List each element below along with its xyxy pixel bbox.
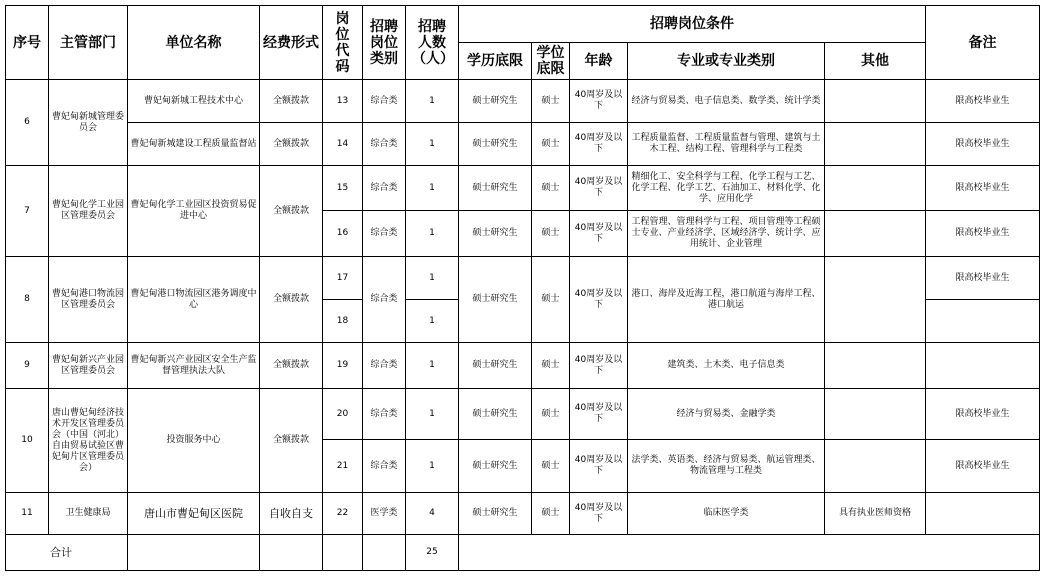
- cell-remark: [926, 343, 1040, 389]
- cell-degree: 硕士: [532, 493, 570, 535]
- header-major: 专业或专业类别: [628, 43, 825, 80]
- cell-remark: [926, 300, 1040, 343]
- cell-major: 精细化工、安全科学与工程、化学工程与工艺、化学工程、化学工艺、石油加工、材料化学、化学、应用化学: [628, 166, 825, 211]
- cell-education: 硕士研究生: [459, 123, 532, 166]
- cell-major: 工程管理、管理科学与工程、项目管理等工程硕士专业、产业经济学、区域经济学、统计学、应用统计、企业管理: [628, 211, 825, 257]
- cell-age: 40周岁及以下: [570, 440, 628, 493]
- cell-count: 1: [406, 211, 459, 257]
- cell-education: 硕士研究生: [459, 80, 532, 123]
- cell-unit: 曹妃甸化学工业园区投资贸易促进中心: [128, 166, 260, 257]
- cell-count: 1: [406, 343, 459, 389]
- cell-unit: 曹妃甸新城建设工程质量监督站: [128, 123, 260, 166]
- cell-major: 经济与贸易类、电子信息类、数学类、统计学类: [628, 80, 825, 123]
- cell-category: 综合类: [363, 166, 406, 211]
- cell-count: 1: [406, 440, 459, 493]
- cell-seq: 11: [6, 493, 49, 535]
- cell-remark: [926, 493, 1040, 535]
- cell-other: 具有执业医师资格: [825, 493, 926, 535]
- cell-other: [825, 123, 926, 166]
- header-fund: 经费形式: [260, 6, 323, 80]
- cell-dept: 曹妃甸化学工业园区管理委员会: [49, 166, 128, 257]
- cell-count: 1: [406, 80, 459, 123]
- cell-code: 13: [323, 80, 363, 123]
- cell-unit: 曹妃甸港口物流园区港务调度中心: [128, 257, 260, 343]
- cell-degree: 硕士: [532, 123, 570, 166]
- cell-remark: 限高校毕业生: [926, 389, 1040, 440]
- cell-code: 15: [323, 166, 363, 211]
- total-empty-cell: [128, 535, 260, 571]
- cell-degree: 硕士: [532, 257, 570, 343]
- cell-other: [825, 166, 926, 211]
- cell-major: 港口、海岸及近海工程，港口航道与海岸工程、港口航运: [628, 257, 825, 343]
- cell-remark: 限高校毕业生: [926, 80, 1040, 123]
- cell-education: 硕士研究生: [459, 440, 532, 493]
- cell-code: 17: [323, 257, 363, 300]
- cell-count: 1: [406, 166, 459, 211]
- total-row: [6, 535, 1040, 571]
- header-conditions: 招聘岗位条件: [459, 6, 926, 43]
- total-empty-cell: [323, 535, 363, 571]
- cell-education: 硕士研究生: [459, 389, 532, 440]
- cell-age: 40周岁及以下: [570, 493, 628, 535]
- header-degree: 学位底限: [532, 43, 570, 80]
- cell-fund: 全额拨款: [260, 389, 323, 493]
- cell-seq: 6: [6, 80, 49, 166]
- header-row-1: [6, 6, 1040, 43]
- cell-unit: 唐山市曹妃甸区医院: [128, 493, 260, 535]
- table-row: [6, 389, 1040, 440]
- cell-seq: 7: [6, 166, 49, 257]
- total-count: 25: [406, 535, 459, 571]
- table-row: [6, 493, 1040, 535]
- cell-degree: 硕士: [532, 80, 570, 123]
- cell-unit: 曹妃甸新城工程技术中心: [128, 80, 260, 123]
- cell-code: 19: [323, 343, 363, 389]
- cell-degree: 硕士: [532, 440, 570, 493]
- cell-seq: 10: [6, 389, 49, 493]
- header-count: 招聘人数（人）: [406, 6, 459, 80]
- cell-dept: 卫生健康局: [49, 493, 128, 535]
- cell-other: [825, 389, 926, 440]
- header-education: 学历底限: [459, 43, 532, 80]
- header-unit: 单位名称: [128, 6, 260, 80]
- total-label: 合计: [6, 535, 128, 571]
- cell-education: 硕士研究生: [459, 343, 532, 389]
- cell-age: 40周岁及以下: [570, 80, 628, 123]
- cell-major: 建筑类、土木类、电子信息类: [628, 343, 825, 389]
- cell-fund: 全额拨款: [260, 123, 323, 166]
- header-category: 招聘岗位类别: [363, 6, 406, 80]
- cell-fund: 全额拨款: [260, 343, 323, 389]
- header-other: 其他: [825, 43, 926, 80]
- cell-other: [825, 80, 926, 123]
- cell-count: 4: [406, 493, 459, 535]
- cell-other: [825, 440, 926, 493]
- cell-category: 综合类: [363, 211, 406, 257]
- cell-code: 16: [323, 211, 363, 257]
- cell-degree: 硕士: [532, 166, 570, 211]
- cell-age: 40周岁及以下: [570, 343, 628, 389]
- cell-count: 1: [406, 123, 459, 166]
- cell-other: [825, 211, 926, 257]
- cell-category: 综合类: [363, 123, 406, 166]
- cell-dept: 曹妃甸港口物流园区管理委员会: [49, 257, 128, 343]
- header-code: 岗位代码: [323, 6, 363, 80]
- cell-dept: 曹妃甸新城管理委员会: [49, 80, 128, 166]
- cell-remark: 限高校毕业生: [926, 123, 1040, 166]
- cell-code: 22: [323, 493, 363, 535]
- cell-count: 1: [406, 300, 459, 343]
- cell-age: 40周岁及以下: [570, 211, 628, 257]
- cell-category: 综合类: [363, 343, 406, 389]
- cell-education: 硕士研究生: [459, 493, 532, 535]
- total-empty-cell: [459, 535, 1040, 571]
- total-empty-cell: [260, 535, 323, 571]
- cell-category: 医学类: [363, 493, 406, 535]
- cell-fund: 全额拨款: [260, 257, 323, 343]
- cell-fund: 自收自支: [260, 493, 323, 535]
- cell-unit: 曹妃甸新兴产业园区安全生产监督管理执法大队: [128, 343, 260, 389]
- cell-degree: 硕士: [532, 389, 570, 440]
- cell-seq: 9: [6, 343, 49, 389]
- cell-fund: 全额拨款: [260, 80, 323, 123]
- table-row: [6, 123, 1040, 166]
- cell-dept: 曹妃甸新兴产业园区管理委员会: [49, 343, 128, 389]
- cell-code: 14: [323, 123, 363, 166]
- cell-count: 1: [406, 389, 459, 440]
- table-row: [6, 343, 1040, 389]
- cell-remark: 限高校毕业生: [926, 166, 1040, 211]
- cell-remark: 限高校毕业生: [926, 257, 1040, 300]
- cell-category: 综合类: [363, 80, 406, 123]
- cell-education: 硕士研究生: [459, 257, 532, 343]
- cell-fund: 全额拨款: [260, 166, 323, 257]
- cell-other: [825, 257, 926, 343]
- recruitment-table: [5, 5, 1040, 571]
- cell-count: 1: [406, 257, 459, 300]
- total-empty-cell: [363, 535, 406, 571]
- table-row: [6, 80, 1040, 123]
- header-age: 年龄: [570, 43, 628, 80]
- cell-major: 法学类、英语类、经济与贸易类、航运管理类、物流管理与工程类: [628, 440, 825, 493]
- header-dept: 主管部门: [49, 6, 128, 80]
- cell-remark: 限高校毕业生: [926, 440, 1040, 493]
- cell-major: 临床医学类: [628, 493, 825, 535]
- cell-category: 综合类: [363, 440, 406, 493]
- cell-age: 40周岁及以下: [570, 123, 628, 166]
- table-row: [6, 257, 1040, 300]
- table-row: [6, 166, 1040, 211]
- cell-education: 硕士研究生: [459, 166, 532, 211]
- cell-dept: 唐山曹妃甸经济技术开发区管理委员会（中国（河北）自由贸易试验区曹妃甸片区管理委员会）: [49, 389, 128, 493]
- cell-age: 40周岁及以下: [570, 257, 628, 343]
- cell-other: [825, 343, 926, 389]
- cell-unit: 投资服务中心: [128, 389, 260, 493]
- cell-category: 综合类: [363, 257, 406, 343]
- cell-age: 40周岁及以下: [570, 389, 628, 440]
- cell-major: 经济与贸易类、金融学类: [628, 389, 825, 440]
- cell-code: 21: [323, 440, 363, 493]
- header-seq: 序号: [6, 6, 49, 80]
- cell-degree: 硕士: [532, 343, 570, 389]
- cell-remark: 限高校毕业生: [926, 211, 1040, 257]
- cell-degree: 硕士: [532, 211, 570, 257]
- cell-code: 18: [323, 300, 363, 343]
- header-remark: 备注: [926, 6, 1040, 80]
- cell-code: 20: [323, 389, 363, 440]
- cell-seq: 8: [6, 257, 49, 343]
- cell-category: 综合类: [363, 389, 406, 440]
- cell-education: 硕士研究生: [459, 211, 532, 257]
- cell-age: 40周岁及以下: [570, 166, 628, 211]
- cell-major: 工程质量监督、工程质量监督与管理、建筑与土木工程、结构工程、管理科学与工程类: [628, 123, 825, 166]
